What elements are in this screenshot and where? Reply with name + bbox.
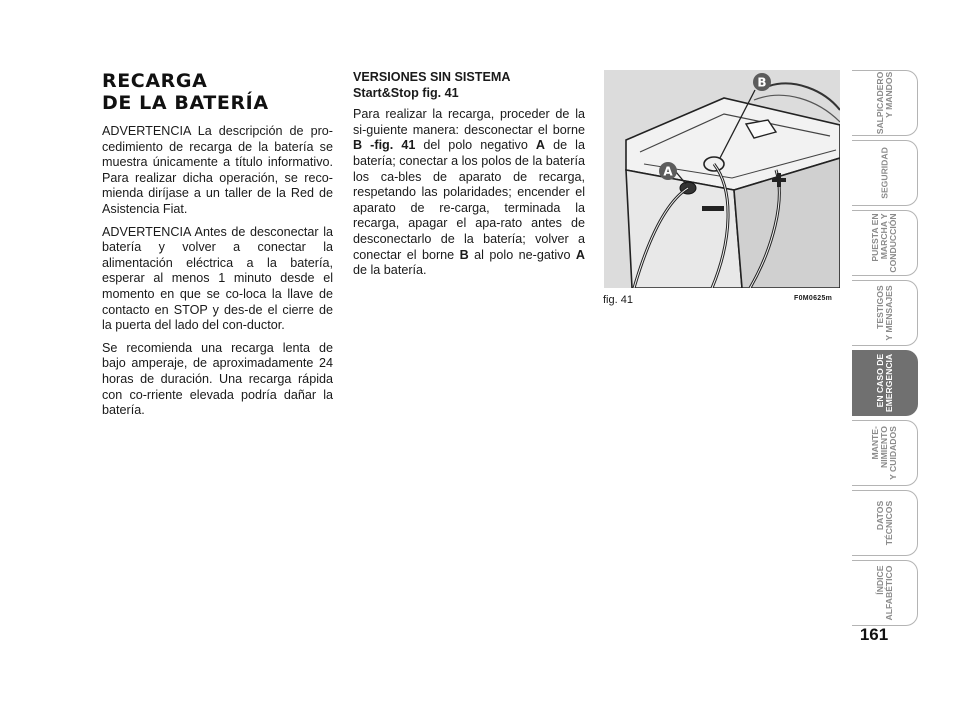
label-b: B <box>757 75 767 90</box>
ref-b-fig: B -fig. 41 <box>353 138 416 153</box>
figure-caption: fig. 41 <box>603 294 633 306</box>
tab-emergencia[interactable] <box>852 350 918 416</box>
right-column <box>353 70 585 286</box>
ref-b: B <box>459 247 469 262</box>
tab-seguridad[interactable] <box>852 140 918 206</box>
tab-mantenimiento[interactable] <box>852 420 918 486</box>
subheading-line-1: VERSIONES SIN SISTEMA <box>353 70 511 84</box>
warning-paragraph-2: ADVERTENCIA Antes de desconectar la batería y volver a conectar la alimentación eléctrica a la batería, esperar al menos 1 minuto desde el momento en que se co-loca la llave de contacto en STOP y des-de el cierre de la puerta del lado del con-ductor. <box>102 224 333 333</box>
subheading-line-2: Start&Stop fig. 41 <box>353 85 459 100</box>
procedure-text: de la batería; conectar a los polos de la batería los ca-bles de aparato de recarga, respetando las polaridades; encender el aparato de re-carga, terminada la recarga, apagar el apa-rato antes de desconectarlo de la batería; volver a conectar el borne <box>353 138 585 262</box>
tab-label: TESTIGOS Y MENSAJES <box>874 285 894 341</box>
title-line-2: DE LA BATERÍA <box>102 92 269 114</box>
procedure-text: al polo ne-gativo <box>468 247 576 262</box>
procedure-text: Para realizar la recarga, proceder de la si-guiente manera: desconectar el borne <box>353 107 585 137</box>
left-column <box>102 70 333 426</box>
figure-code: F0M0625m <box>794 295 833 302</box>
ref-a: A <box>575 247 586 262</box>
tab-label: SEGURIDAD <box>878 147 889 199</box>
subheading <box>353 70 585 101</box>
tab-label: DATOS TÉCNICOS <box>874 500 894 546</box>
ref-a: A <box>535 138 546 153</box>
procedure-paragraph <box>353 107 585 279</box>
tab-label: MANTE- NIMIENTO Y CUIDADOS <box>869 426 899 480</box>
tab-indice[interactable] <box>852 560 918 626</box>
procedure-text: de la batería. <box>353 263 427 278</box>
tab-label: SALPICADERO Y MANDOS <box>874 71 894 135</box>
plus-sign-icon <box>777 173 781 187</box>
tab-puesta-en-marcha[interactable] <box>852 210 918 276</box>
tab-label: EN CASO DE EMERGENCIA <box>874 353 894 413</box>
recommendation-paragraph: Se recomienda una recarga lenta de bajo amperaje, de aproximadamente 24 horas de duración. Una recarga rápida con co-rriente elevada podría dañar la batería. <box>102 340 333 418</box>
label-a: A <box>663 164 673 179</box>
warning-paragraph-1: ADVERTENCIA La descripción de pro-cedimiento de recarga de la batería se muestra únicamente a título informativo. Para realizar dicha operación, se reco-mienda diríjase a un taller de la Red de Asistencia Fiat. <box>102 124 333 216</box>
procedure-text: del polo negativo <box>415 138 536 153</box>
battery-drawing <box>604 70 840 288</box>
section-title <box>102 70 333 114</box>
minus-sign-icon <box>702 206 724 211</box>
page-number: 161 <box>859 625 889 644</box>
tab-label: PUESTA EN MARCHA Y CONDUCCIÓN <box>869 213 899 273</box>
tab-label: ÍNDICE ALFABÉTICO <box>874 565 894 621</box>
tab-salpicadero[interactable] <box>852 70 918 136</box>
tab-testigos[interactable] <box>852 280 918 346</box>
title-line-1: RECARGA <box>102 70 208 92</box>
tab-datos-tecnicos[interactable] <box>852 490 918 556</box>
battery-illustration <box>604 70 840 288</box>
